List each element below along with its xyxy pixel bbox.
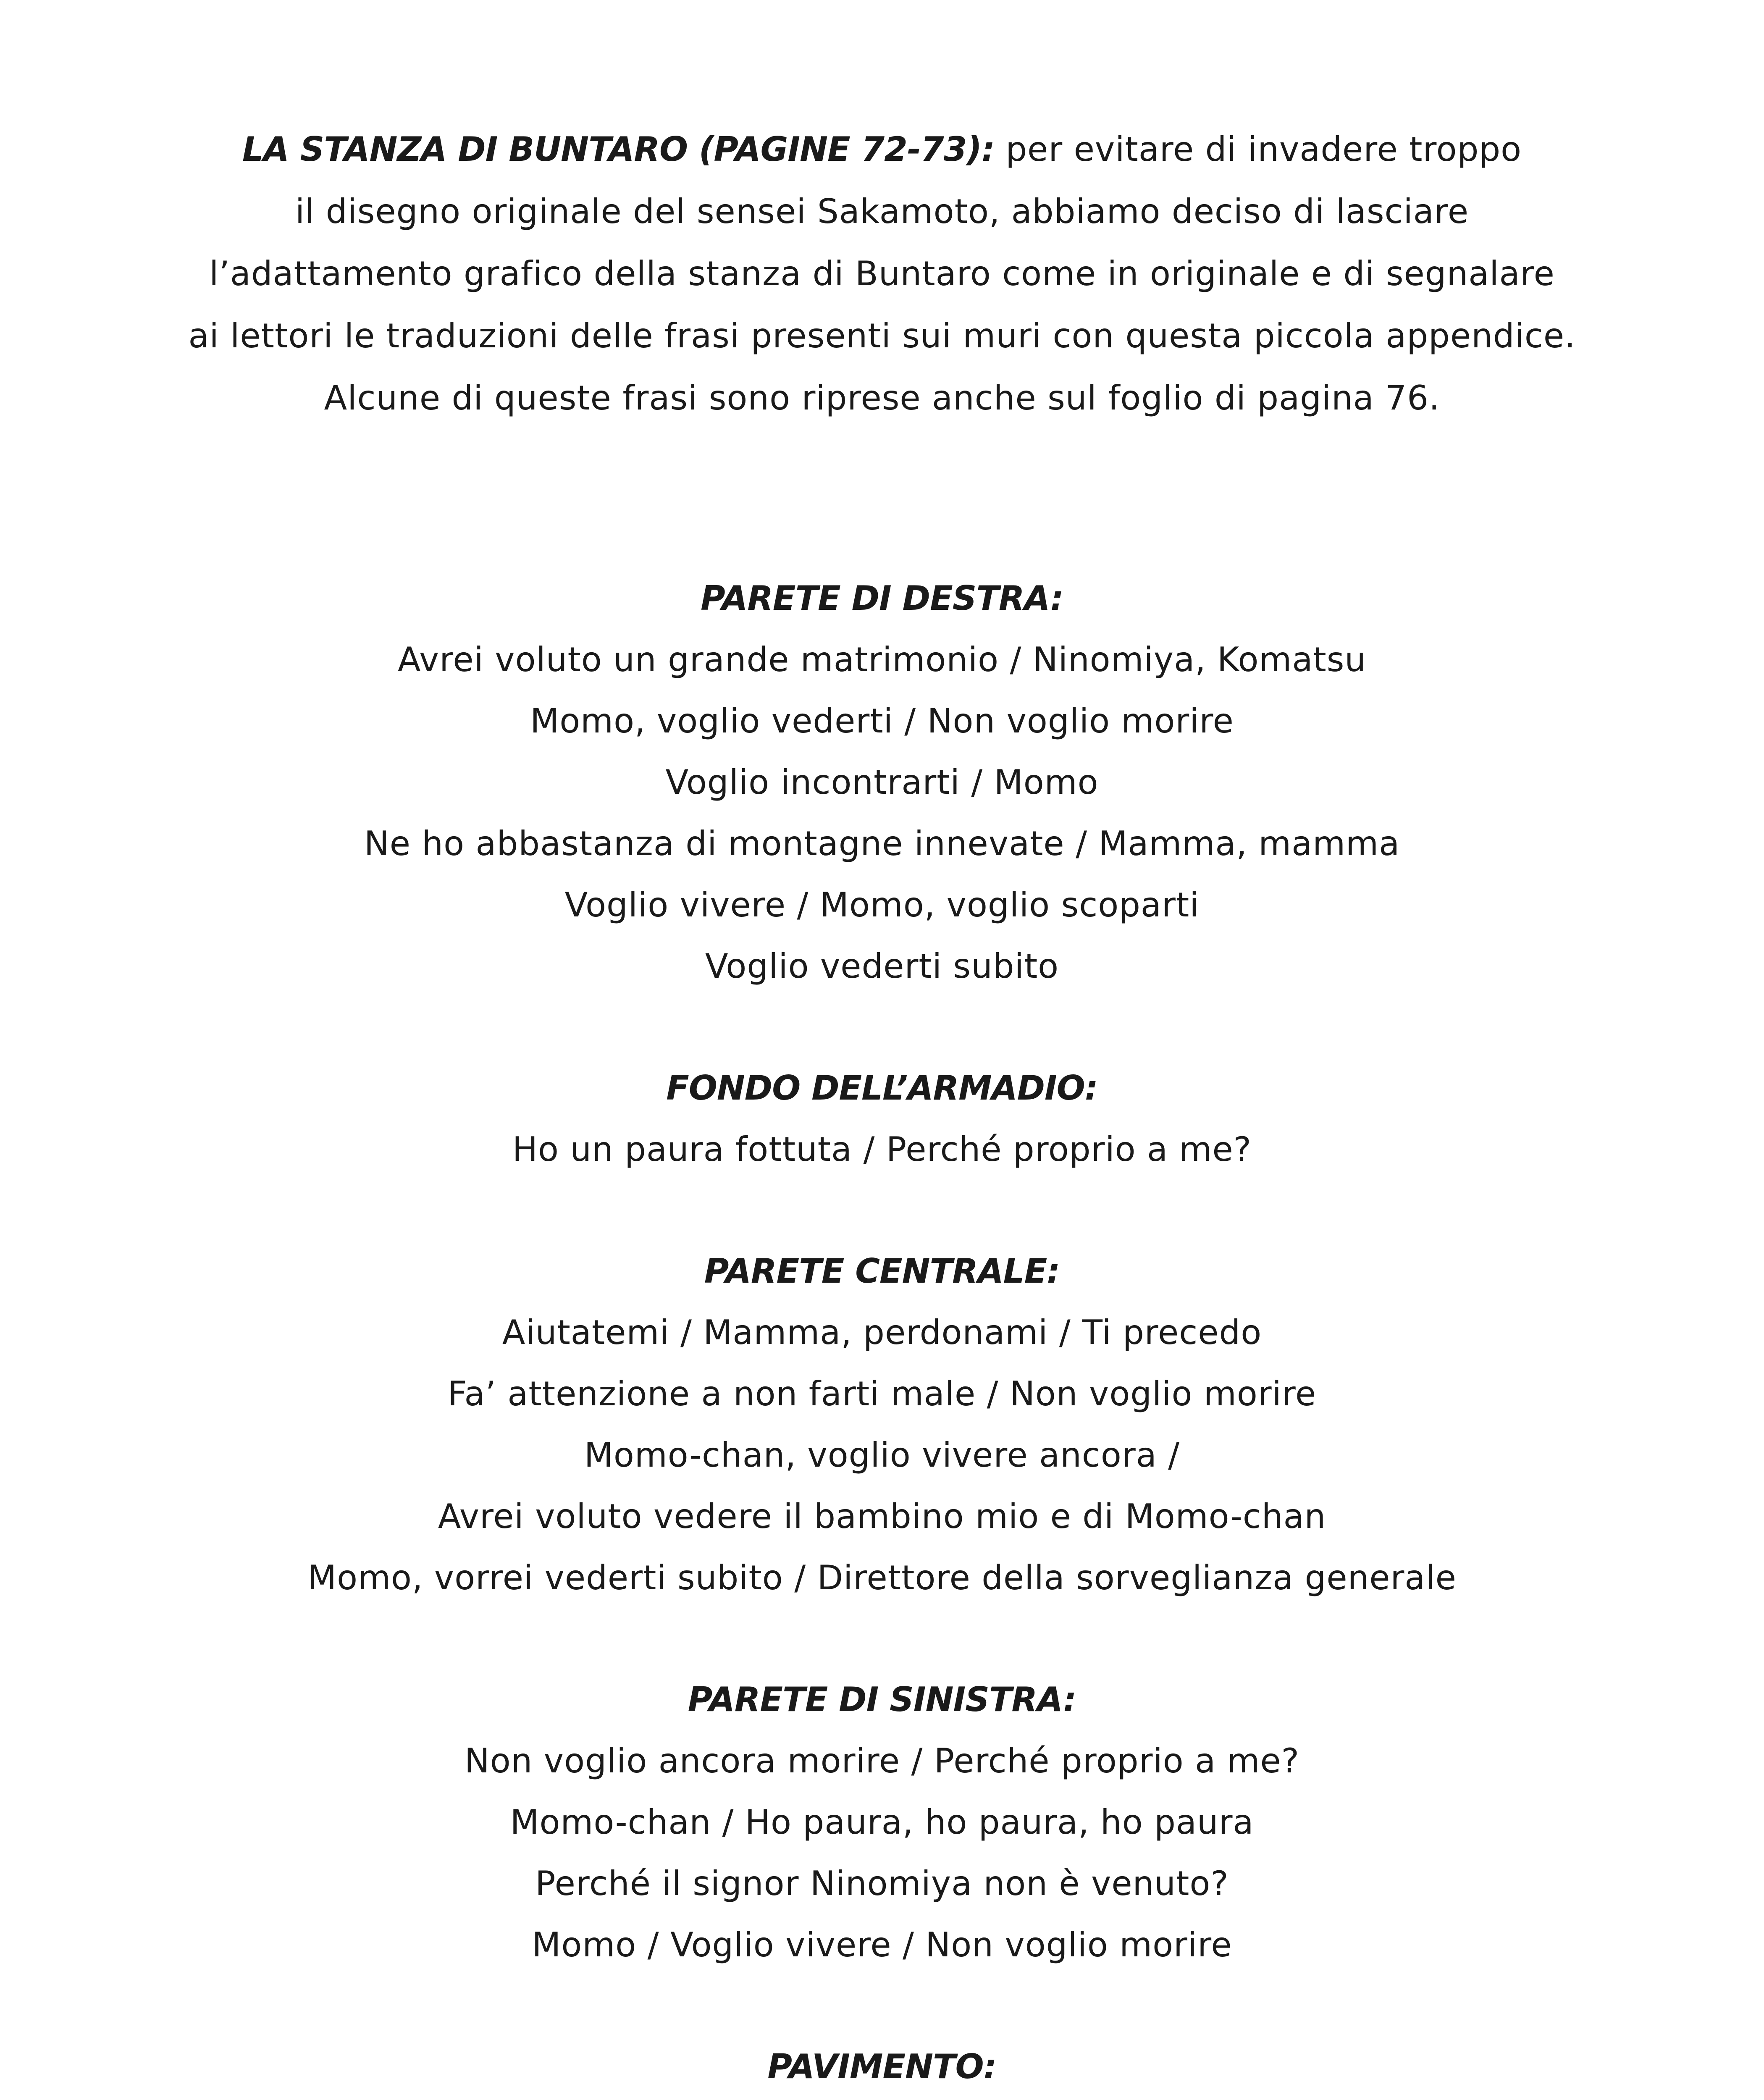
section-heading: PARETE DI DESTRA: <box>701 579 1063 618</box>
section-line: Aiutatemi / Mamma, perdonami / Ti precedo <box>502 1313 1262 1352</box>
section-line: Voglio vederti subito <box>705 947 1059 986</box>
section-parete-di-destra <box>160 568 1604 997</box>
section-parete-centrale <box>160 1241 1604 1609</box>
section-line: Fa’ attenzione a non farti male / Non voglio morire <box>447 1374 1317 1413</box>
section-pavimento <box>160 2036 1604 2100</box>
section-line: Momo-chan, voglio vivere ancora / <box>584 1436 1180 1475</box>
section-line: Avrei voluto vedere il bambino mio e di Momo-chan <box>438 1497 1326 1536</box>
intro-line: l’adattamento grafico della stanza di Buntaro come in originale e di segnalare <box>209 254 1555 293</box>
section-line: Non voglio ancora morire / Perché proprio a me? <box>464 1741 1300 1780</box>
section-heading: PARETE DI SINISTRA: <box>688 1680 1076 1719</box>
section-line: Momo-chan / Ho paura, ho paura, ho paura <box>510 1803 1254 1842</box>
section-line: Voglio incontrarti / Momo <box>665 763 1099 802</box>
section-line: Momo, vorrei vederti subito / Direttore della sorveglianza generale <box>307 1558 1457 1597</box>
intro-line: il disegno originale del sensei Sakamoto, abbiamo deciso di lasciare <box>295 192 1469 231</box>
section-fondo-dell-armadio <box>160 1058 1604 1180</box>
section-line: Avrei voluto un grande matrimonio / Ninomiya, Komatsu <box>397 640 1367 679</box>
intro-line: ai lettori le traduzioni delle frasi presenti sui muri con questa piccola appendice. <box>188 316 1576 355</box>
section-heading: PARETE CENTRALE: <box>704 1252 1060 1291</box>
intro-line-1-text: per evitare di invadere troppo <box>994 130 1522 169</box>
section-line: Ho un paura fottuta / Perché proprio a me? <box>512 1130 1252 1169</box>
section-parete-di-sinistra <box>160 1669 1604 1976</box>
section-heading: PAVIMENTO: <box>767 2047 997 2086</box>
section-line: Voglio vivere / Momo, voglio scoparti <box>564 885 1200 924</box>
intro-lead-title: LA STANZA DI BUNTARO (PAGINE 72-73): <box>242 130 995 169</box>
intro-paragraph <box>160 118 1604 429</box>
section-line: Ne ho abbastanza di montagne innevate / Mamma, mamma <box>364 824 1400 863</box>
section-line <box>160 2097 1604 2100</box>
section-line: Momo / Voglio vivere / Non voglio morire <box>532 1925 1232 1964</box>
intro-line-1 <box>160 118 1604 181</box>
section-heading: FONDO DELL’ARMADIO: <box>666 1068 1098 1108</box>
intro-line: Alcune di queste frasi sono riprese anche sul foglio di pagina 76. <box>324 378 1440 417</box>
section-line: Perché il signor Ninomiya non è venuto? <box>535 1864 1229 1903</box>
section-line: Momo, voglio vederti / Non voglio morire <box>530 701 1234 740</box>
translations-body <box>160 568 1604 2100</box>
